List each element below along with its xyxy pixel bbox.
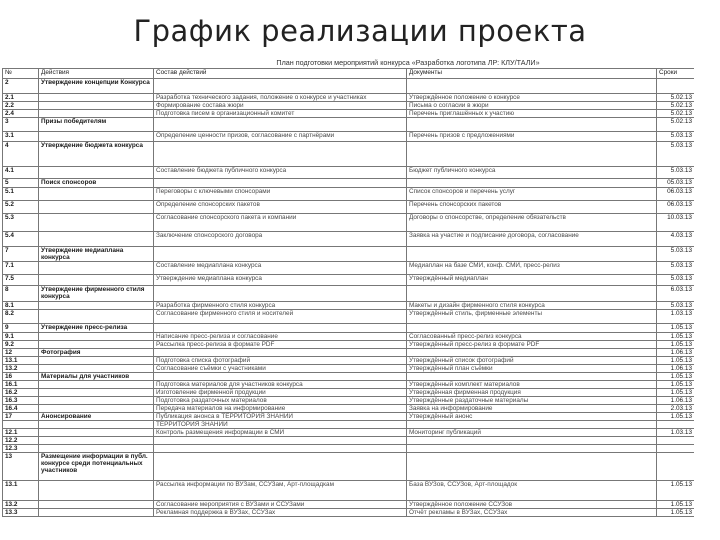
row-stage <box>39 357 154 365</box>
row-stage: Призы победителям <box>39 118 154 132</box>
row-number: 12 <box>3 349 39 357</box>
row-stage <box>39 381 154 389</box>
row-deadline: 1.05.13 <box>657 381 695 389</box>
row-number: 16.2 <box>3 389 39 397</box>
row-action: Рассылка информации по ВУЗам, ССУЗам, Арт-площадкам <box>154 481 407 501</box>
row-action <box>154 179 407 188</box>
row-number: 13.2 <box>3 365 39 373</box>
table-row <box>3 310 695 324</box>
table-row <box>3 333 695 341</box>
table-row <box>3 79 695 94</box>
table-row <box>3 397 695 405</box>
row-documents: Бюджет публичного конкурса <box>407 167 657 179</box>
row-number: 16.3 <box>3 397 39 405</box>
table-row <box>3 421 695 429</box>
row-stage <box>39 302 154 310</box>
row-number: 4 <box>3 142 39 167</box>
header-actions: Действия <box>39 69 154 79</box>
row-deadline: 5.03.13 <box>657 247 695 262</box>
row-deadline: 5.03.13 <box>657 275 695 286</box>
row-action <box>154 373 407 381</box>
row-deadline: 5.03.13 <box>657 132 695 142</box>
row-stage: Анонсирование <box>39 413 154 421</box>
table-row <box>3 324 695 333</box>
row-number: 8.2 <box>3 310 39 324</box>
header-documents: Документы <box>407 69 657 79</box>
table-row <box>3 341 695 349</box>
row-number: 8 <box>3 286 39 302</box>
row-stage <box>39 509 154 517</box>
row-deadline: 06.03.13 <box>657 201 695 214</box>
row-stage: Материалы для участников <box>39 373 154 381</box>
row-deadline: 2.03.13 <box>657 405 695 413</box>
row-deadline: 1.05.13 <box>657 324 695 333</box>
row-action: Определение ценности призов, согласование с партнёрами <box>154 132 407 142</box>
row-number: 3 <box>3 118 39 132</box>
row-documents <box>407 142 657 167</box>
table-row <box>3 429 695 437</box>
row-deadline <box>657 453 695 481</box>
row-deadline: 10.03.13 <box>657 214 695 232</box>
row-stage <box>39 341 154 349</box>
row-deadline <box>657 445 695 453</box>
row-action <box>154 349 407 357</box>
row-stage <box>39 132 154 142</box>
row-number: 12.2 <box>3 437 39 445</box>
row-documents <box>407 247 657 262</box>
row-action <box>154 286 407 302</box>
row-stage: Утверждение медиаплана конкурса <box>39 247 154 262</box>
row-stage <box>39 365 154 373</box>
row-number: 7 <box>3 247 39 262</box>
row-documents: База ВУЗов, ССУЗов, Арт-площадок <box>407 481 657 501</box>
row-number: 16.1 <box>3 381 39 389</box>
table-row <box>3 142 695 167</box>
table-row <box>3 365 695 373</box>
row-deadline: 5.02.13 <box>657 110 695 118</box>
table-row <box>3 349 695 357</box>
row-action: Определение спонсорских пакетов <box>154 201 407 214</box>
row-number: 2.1 <box>3 94 39 102</box>
row-stage <box>39 102 154 110</box>
row-stage: Размещение информации в публ. конкурсе среди потенциальных участников <box>39 453 154 481</box>
table-row <box>3 275 695 286</box>
row-stage <box>39 481 154 501</box>
row-deadline: 5.03.13 <box>657 142 695 167</box>
row-documents <box>407 324 657 333</box>
row-action <box>154 247 407 262</box>
row-documents <box>407 437 657 445</box>
row-number: 13.1 <box>3 481 39 501</box>
row-stage <box>39 275 154 286</box>
row-action: Контроль размещения информации в СМИ <box>154 429 407 437</box>
row-documents <box>407 118 657 132</box>
row-documents: Перечень спонсорских пакетов <box>407 201 657 214</box>
row-action: Заключение спонсорского договора <box>154 232 407 247</box>
table-row <box>3 453 695 481</box>
row-documents: Список спонсоров и перечень услуг <box>407 188 657 201</box>
row-action: Изготовление фирменной продукции <box>154 389 407 397</box>
row-action: Согласование спонсорского пакета и компании <box>154 214 407 232</box>
row-documents: Медиаплан на базе СМИ, конф. СМИ, пресс-релиз <box>407 262 657 275</box>
table-row <box>3 201 695 214</box>
row-action: Подготовка материалов для участников конкурса <box>154 381 407 389</box>
row-number: 9.1 <box>3 333 39 341</box>
table-row <box>3 389 695 397</box>
schedule-sheet <box>2 58 694 540</box>
row-documents <box>407 373 657 381</box>
table-caption: План подготовки мероприятий конкурса «Разработка логотипа ЛР: КЛУ/ТАЛИ» <box>276 58 540 67</box>
row-action <box>154 453 407 481</box>
row-documents: Заявка на информирование <box>407 405 657 413</box>
row-stage <box>39 110 154 118</box>
row-deadline: 1.03.13 <box>657 310 695 324</box>
row-deadline: 1.06.13 <box>657 349 695 357</box>
row-number: 2.4 <box>3 110 39 118</box>
row-documents: Перечень призов с предложениями <box>407 132 657 142</box>
row-documents: Отчёт рекламы в ВУЗах, ССУЗах <box>407 509 657 517</box>
row-deadline: 1.05.13 <box>657 413 695 421</box>
row-deadline: 5.02.13 <box>657 118 695 132</box>
row-documents: Утверждённый список фотографий <box>407 357 657 365</box>
table-row <box>3 94 695 102</box>
header-row <box>3 69 695 79</box>
row-number: 2.2 <box>3 102 39 110</box>
row-action: Рекламная поддержка в ВУЗах, ССУЗах <box>154 509 407 517</box>
row-action: Подготовка списка фотографий <box>154 357 407 365</box>
row-action: Составление бюджета публичного конкурса <box>154 167 407 179</box>
row-number: 7.1 <box>3 262 39 275</box>
row-stage <box>39 167 154 179</box>
row-deadline: 1.05.13 <box>657 509 695 517</box>
row-number: 13.1 <box>3 357 39 365</box>
row-action <box>154 118 407 132</box>
row-action: Подготовка раздаточных материалов <box>154 397 407 405</box>
row-deadline: 5.03.13 <box>657 302 695 310</box>
row-documents: Утверждённый пресс-релиз в формате PDF <box>407 341 657 349</box>
table-row <box>3 381 695 389</box>
row-stage <box>39 405 154 413</box>
table-row <box>3 214 695 232</box>
table-row <box>3 481 695 501</box>
row-deadline: 1.06.13 <box>657 397 695 405</box>
row-stage: Утверждение фирменного стиля конкурса <box>39 286 154 302</box>
row-action: Подготовка писем в организационный комитет <box>154 110 407 118</box>
row-action: Согласование съёмки с участниками <box>154 365 407 373</box>
row-action <box>154 142 407 167</box>
row-stage <box>39 232 154 247</box>
row-documents: Заявка на участие и подписание договора, согласование <box>407 232 657 247</box>
row-stage <box>39 188 154 201</box>
row-number: 9.2 <box>3 341 39 349</box>
row-number <box>3 421 39 429</box>
row-deadline: 1.05.13 <box>657 373 695 381</box>
row-documents: Утверждённый комплект материалов <box>407 381 657 389</box>
row-documents <box>407 445 657 453</box>
row-deadline: 1.06.13 <box>657 365 695 373</box>
row-action <box>154 79 407 94</box>
table-row <box>3 232 695 247</box>
row-documents <box>407 286 657 302</box>
row-action: ТЕРРИТОРИЯ ЗНАНИЙ <box>154 421 407 429</box>
row-number: 7.5 <box>3 275 39 286</box>
row-deadline: 05.03.13 <box>657 179 695 188</box>
header-composition: Состав действий <box>154 69 407 79</box>
row-stage <box>39 429 154 437</box>
row-deadline: 5.02.13 <box>657 102 695 110</box>
row-deadline: 1.05.13 <box>657 357 695 365</box>
row-number: 5.1 <box>3 188 39 201</box>
row-documents: Утверждённый план съёмки <box>407 365 657 373</box>
table-row <box>3 286 695 302</box>
table-row <box>3 167 695 179</box>
row-action <box>154 324 407 333</box>
row-documents <box>407 179 657 188</box>
row-documents: Макеты и дизайн фирменного стиля конкурса <box>407 302 657 310</box>
row-number: 2 <box>3 79 39 94</box>
schedule-table <box>2 68 694 517</box>
page-title: График реализации проекта <box>133 14 587 48</box>
row-number: 3.1 <box>3 132 39 142</box>
row-stage: Фотография <box>39 349 154 357</box>
row-number: 12.1 <box>3 429 39 437</box>
header-number: № <box>3 69 39 79</box>
row-number: 5.3 <box>3 214 39 232</box>
row-action: Рассылка пресс-релиза в формате PDF <box>154 341 407 349</box>
row-deadline <box>657 437 695 445</box>
row-documents: Утверждённая фирменная продукция <box>407 389 657 397</box>
row-action: Составление медиаплана конкурса <box>154 262 407 275</box>
table-row <box>3 110 695 118</box>
row-action: Разработка фирменного стиля конкурса <box>154 302 407 310</box>
row-number: 16.4 <box>3 405 39 413</box>
header-deadline: Сроки <box>657 69 695 79</box>
row-documents: Мониторинг публикаций <box>407 429 657 437</box>
row-action <box>154 445 407 453</box>
row-action: Разработка технического задания, положение о конкурсе и участниках <box>154 94 407 102</box>
row-documents: Перечень приглашённых к участию <box>407 110 657 118</box>
row-documents: Утверждённые раздаточные материалы <box>407 397 657 405</box>
row-action: Формирование состава жюри <box>154 102 407 110</box>
table-row <box>3 413 695 421</box>
row-number: 4.1 <box>3 167 39 179</box>
row-number: 8.1 <box>3 302 39 310</box>
row-stage <box>39 310 154 324</box>
table-row <box>3 118 695 132</box>
row-stage <box>39 262 154 275</box>
row-number: 13.3 <box>3 509 39 517</box>
row-documents: Утверждённый стиль, фирменные элементы <box>407 310 657 324</box>
row-action: Согласование фирменного стиля и носителей <box>154 310 407 324</box>
table-row <box>3 132 695 142</box>
row-number: 5 <box>3 179 39 188</box>
row-deadline: 5.03.13 <box>657 167 695 179</box>
row-deadline: 5.03.13 <box>657 262 695 275</box>
row-number: 17 <box>3 413 39 421</box>
row-documents: Письма о согласии в жюри <box>407 102 657 110</box>
row-deadline: 6.03.13 <box>657 286 695 302</box>
row-stage: Утверждение пресс-релиза <box>39 324 154 333</box>
row-stage <box>39 421 154 429</box>
row-number: 12.3 <box>3 445 39 453</box>
row-stage <box>39 437 154 445</box>
row-action <box>154 437 407 445</box>
row-documents: Утверждённое положение о конкурсе <box>407 94 657 102</box>
row-action: Написание пресс-релиза и согласование <box>154 333 407 341</box>
table-row <box>3 357 695 365</box>
row-documents <box>407 421 657 429</box>
row-deadline <box>657 79 695 94</box>
row-number: 5.2 <box>3 201 39 214</box>
row-deadline: 1.05.13 <box>657 333 695 341</box>
row-number: 5.4 <box>3 232 39 247</box>
row-action: Согласование мероприятия с ВУЗами и ССУЗами <box>154 501 407 509</box>
row-stage: Утверждение бюджета конкурса <box>39 142 154 167</box>
row-documents: Договоры о спонсорстве, определение обязательств <box>407 214 657 232</box>
row-documents <box>407 349 657 357</box>
row-stage <box>39 389 154 397</box>
row-deadline <box>657 421 695 429</box>
table-row <box>3 247 695 262</box>
row-stage <box>39 201 154 214</box>
row-stage <box>39 214 154 232</box>
row-stage <box>39 94 154 102</box>
row-action: Переговоры с ключевыми спонсорами <box>154 188 407 201</box>
row-documents: Утверждённый анонс <box>407 413 657 421</box>
table-row <box>3 179 695 188</box>
table-row <box>3 509 695 517</box>
row-action: Публикация анонса в ТЕРРИТОРИЯ ЗНАНИЙ <box>154 413 407 421</box>
table-row <box>3 373 695 381</box>
row-documents: Согласованный пресс-релиз конкурса <box>407 333 657 341</box>
table-row <box>3 262 695 275</box>
row-documents <box>407 79 657 94</box>
row-deadline: 06.03.13 <box>657 188 695 201</box>
row-action: Передача материалов на информирование <box>154 405 407 413</box>
row-deadline: 1.05.13 <box>657 501 695 509</box>
row-documents: Утверждённое положение ССУЗов <box>407 501 657 509</box>
row-deadline: 4.03.13 <box>657 232 695 247</box>
row-documents <box>407 453 657 481</box>
row-stage: Утверждение концепции Конкурса <box>39 79 154 94</box>
row-number: 9 <box>3 324 39 333</box>
row-deadline: 1.05.13 <box>657 389 695 397</box>
row-action: Утверждение медиаплана конкурса <box>154 275 407 286</box>
row-stage <box>39 501 154 509</box>
row-stage <box>39 445 154 453</box>
table-row <box>3 437 695 445</box>
table-row <box>3 405 695 413</box>
row-stage <box>39 333 154 341</box>
row-deadline: 1.05.13 <box>657 341 695 349</box>
table-row <box>3 302 695 310</box>
row-number: 16 <box>3 373 39 381</box>
row-documents: Утверждённый медиаплан <box>407 275 657 286</box>
row-number: 13 <box>3 453 39 481</box>
row-stage: Поиск спонсоров <box>39 179 154 188</box>
table-row <box>3 501 695 509</box>
table-row <box>3 188 695 201</box>
table-row <box>3 102 695 110</box>
table-row <box>3 445 695 453</box>
row-number: 13.2 <box>3 501 39 509</box>
row-deadline: 1.03.13 <box>657 429 695 437</box>
row-deadline: 1.05.13 <box>657 481 695 501</box>
row-deadline: 5.02.13 <box>657 94 695 102</box>
row-stage <box>39 397 154 405</box>
